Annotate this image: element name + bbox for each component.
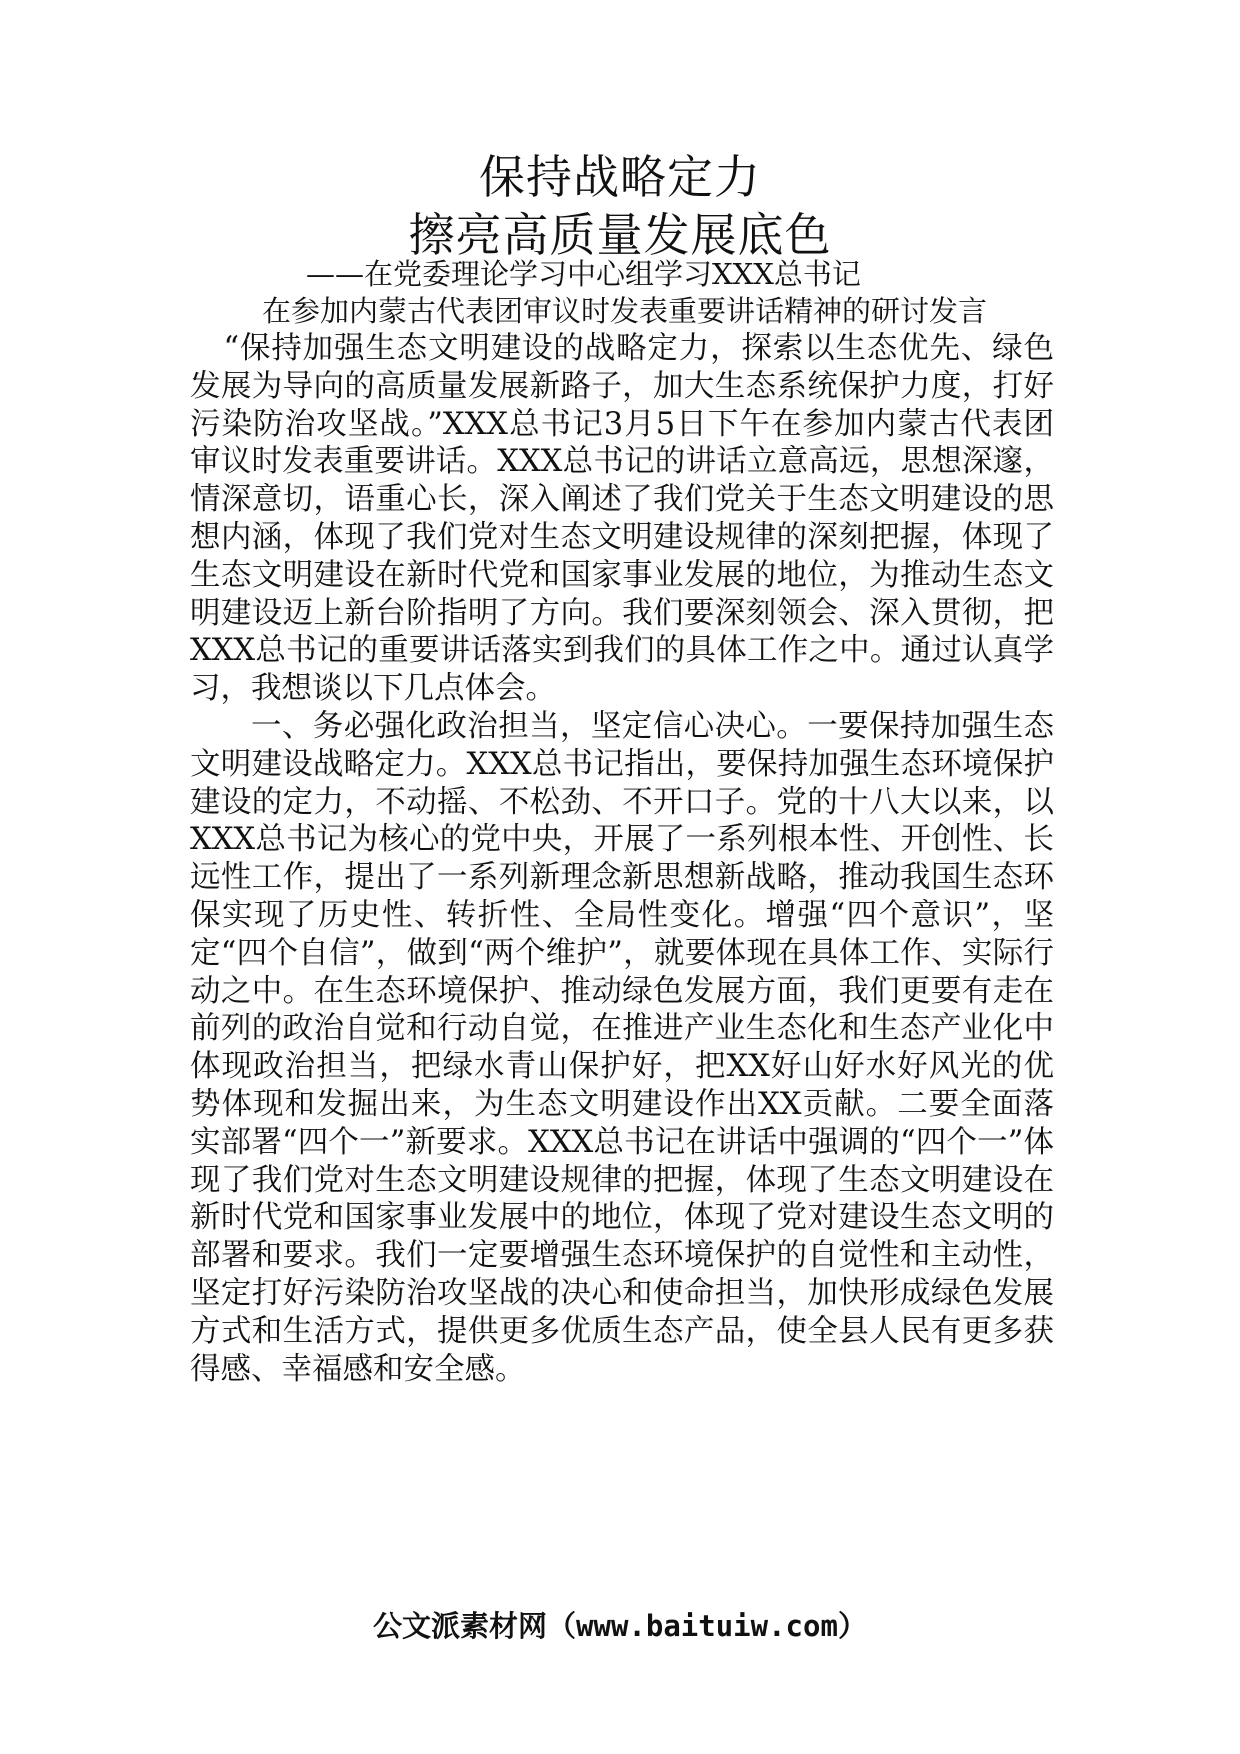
document-subtitle (190, 256, 1060, 330)
subtitle-line-2: 在参加内蒙古代表团审议时发表重要讲话精神的研讨发言 (262, 294, 988, 328)
document-title (0, 148, 1240, 264)
body-paragraph-2: 一、务必强化政治担当，坚定信心决心。一要保持加强生态文明建设战略定力。XXX总书记指出，要保持加强生态环境保护建设的定力，不动摇、不松劲、不开口子。党的十八大以来，以XXX总书记为核心的党中央，开展了一系列根本性、开创性、长远性工作，提出了一系列新理念新思想新战略，推动我国生态环保实现了历史性、转折性、全局性变化。增强“四个意识”，坚定“四个自信”，做到“两个维护”，就要体现在具体工作、实际行动之中。在生态环境保护、推动绿色发展方面，我们更要有走在前列的政治自觉和行动自觉，在推进产业生态化和生态产业化中体现政治担当，把绿水青山保护好，把XX好山好水好风光的优势体现和发掘出来，为生态文明建设作出XX贡献。二要全面落实部署“四个一”新要求。XXX总书记在讲话中强调的“四个一”体现了我们党对生态文明建设规律的把握，体现了生态文明建设在新时代党和国家事业发展中的地位，体现了党对建设生态文明的部署和要求。我们一定要增强生态环境保护的自觉性和主动性，坚定打好污染防治攻坚战的决心和使命担当，加快形成绿色发展方式和生活方式，提供更多优质生态产品，使全县人民有更多获得感、幸福感和安全感。 (190, 708, 1054, 1387)
footer-watermark: 公文派素材网（www.baituiw.com） (373, 1609, 867, 1643)
document-body (190, 330, 1054, 1388)
title-line-1: 保持战略定力 (479, 150, 761, 204)
body-paragraph-1: “保持加强生态文明建设的战略定力，探索以生态优先、绿色发展为导向的高质量发展新路子，加大生态系统保护力度，打好污染防治攻坚战。”XXX总书记3月5日下午在参加内蒙古代表团审议时发表重要讲话。XXX总书记的讲话立意高远，思想深邃，情深意切，语重心长，深入阐述了我们党关于生态文明建设的思想内涵，体现了我们党对生态文明建设规律的深刻把握，体现了生态文明建设在新时代党和国家事业发展的地位，为推动生态文明建设迈上新台阶指明了方向。我们要深刻领会、深入贯彻，把XXX总书记的重要讲话落实到我们的具体工作之中。通过认真学习，我想谈以下几点体会。 (190, 331, 1054, 707)
title-line-2: 擦亮高质量发展底色 (408, 208, 832, 262)
subtitle-line-1: ——在党委理论学习中心组学习XXX总书记 (306, 257, 861, 291)
